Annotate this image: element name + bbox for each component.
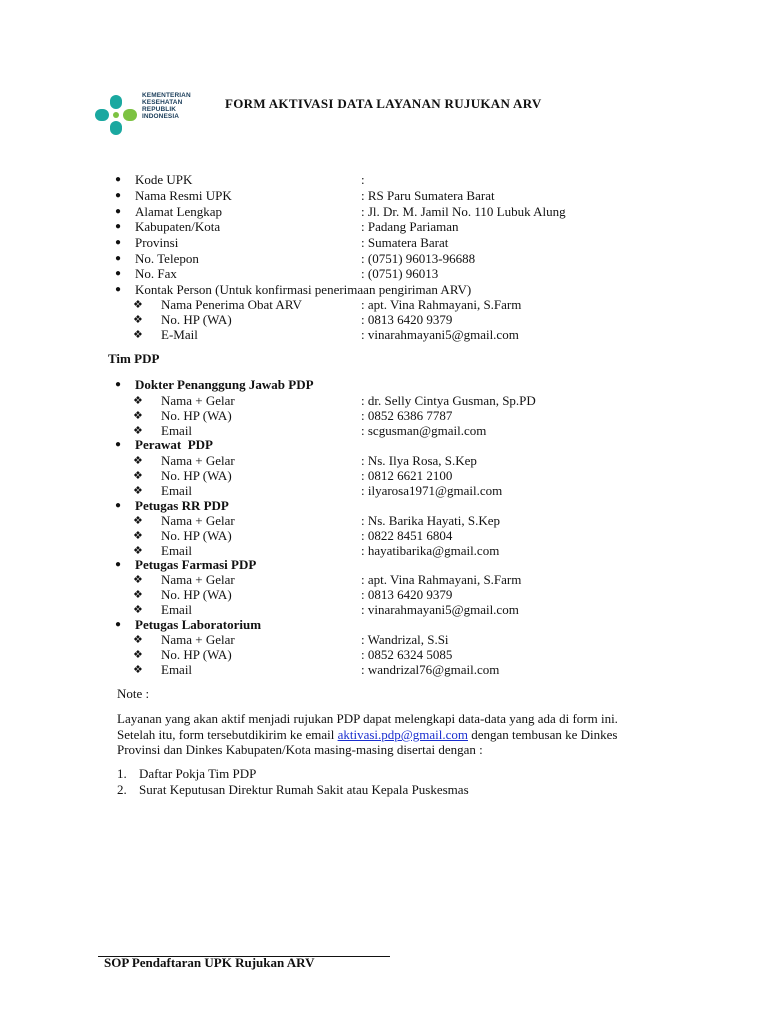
bullet-icon: ● (115, 284, 122, 295)
diamond-bullet-icon: ❖ (133, 329, 143, 341)
bullet-icon: ● (115, 174, 122, 185)
bullet-icon: ● (115, 559, 122, 570)
bullet-icon: ● (115, 379, 122, 390)
diamond-bullet-icon: ❖ (133, 545, 143, 557)
diamond-bullet-icon: ❖ (133, 530, 143, 542)
bullet-icon: ● (115, 439, 122, 450)
diamond-bullet-icon: ❖ (133, 470, 143, 482)
diamond-bullet-icon: ❖ (133, 515, 143, 527)
diamond-bullet-icon: ❖ (133, 455, 143, 467)
footer-text: SOP Pendaftaran UPK Rujukan ARV (104, 955, 315, 970)
form-title: FORM AKTIVASI DATA LAYANAN RUJUKAN ARV (225, 96, 542, 111)
diamond-bullet-icon: ❖ (133, 589, 143, 601)
document-page: KEMENTERIAN KESEHATAN REPUBLIK INDONESIA FORM AKTIVASI DATA LAYANAN RUJUKAN ARV ● Kode UPK : ● Nama Resmi UPK : RS Paru Sumatera Barat ● Alamat Lengkap : Jl. Dr. M. Jamil No. 110 Lubuk Alung ● Kabupaten/Kota : Padang Pariaman ● Provinsi : Sumatera Barat ● No. Telepon : (0751) 96013-96688 ● No. Fax : (0751) 96013 ● Kontak Person (Untuk konfirmasi penerimaan pengiriman ARV) ❖ Nama Penerima Obat ARV : apt. Vina Rahmayani, S.Farm ❖ No. HP (WA) : 0813 6420 9379 ❖ E-Mail : vinarahmayani5@gmail.com Tim PDP ● Dokter Penanggung Jawab PDP ❖ Nama + Gelar : dr. Selly Cintya Gusman, Sp.PD ❖ No. HP (WA) : 0852 6386 7787 ❖ Email : scgusman@gmail.com ● Perawat PDP ❖ Nama + Gelar : Ns. Ilya Rosa, S.Kep ❖ No. HP (WA) : 0812 6621 2100 ❖ Email : ilyarosa1971@gmail.com ● Petugas RR PDP ❖ Nama + Gelar : Ns. Barika Hayati, S.Kep ❖ No. HP (WA) : 0822 8451 6804 ❖ Email : hayatibarika@gmail.com ● Petugas Farmasi PDP ❖ Nama + Gelar : apt. Vina Rahmayani, S.Farm ❖ No. HP (WA) : 0813 6420 9379 ❖ Email : vinarahmayani5@gmail.com ● Petugas Laboratorium ❖ Nama + Gelar : Wandrizal, S.Si ❖ No. HP (WA) : 0852 6324 5085 ❖ Email : wandrizal76@gmail.com Note : Layanan yang akan aktif menjadi rujukan PDP dapat melengkapi data-data yang ada di form ini. Setelah itu, form tersebutdikirim ke email aktivasi.pdp@gmail.com dengan tembusan ke Dinkes Provinsi dan Dinkes Kabupaten/Kota masing-masing disertai dengan : 1. Daftar Pokja Tim PDP 2. Surat Keputusan Direktur Rumah Sakit atau Kepala Puskesmas SOP Pendaftaran UPK Rujukan ARV (0, 0, 768, 1024)
diamond-bullet-icon: ❖ (133, 410, 143, 422)
bullet-icon: ● (115, 268, 122, 279)
diamond-bullet-icon: ❖ (133, 574, 143, 586)
diamond-bullet-icon: ❖ (133, 395, 143, 407)
diamond-bullet-icon: ❖ (133, 649, 143, 661)
diamond-bullet-icon: ❖ (133, 634, 143, 646)
email-link[interactable]: aktivasi.pdp@gmail.com (337, 727, 468, 742)
bullet-icon: ● (115, 190, 122, 201)
bullet-icon: ● (115, 237, 122, 248)
document-header (92, 86, 692, 146)
diamond-bullet-icon: ❖ (133, 299, 143, 311)
logo-text: KEMENTERIAN KESEHATAN REPUBLIK INDONESIA (142, 92, 191, 120)
diamond-bullet-icon: ❖ (133, 425, 143, 437)
bullet-icon: ● (115, 619, 122, 630)
diamond-bullet-icon: ❖ (133, 485, 143, 497)
bullet-icon: ● (115, 500, 122, 511)
diamond-bullet-icon: ❖ (133, 314, 143, 326)
bullet-icon: ● (115, 221, 122, 232)
bullet-icon: ● (115, 253, 122, 264)
diamond-bullet-icon: ❖ (133, 604, 143, 616)
bullet-icon: ● (115, 206, 122, 217)
diamond-bullet-icon: ❖ (133, 664, 143, 676)
